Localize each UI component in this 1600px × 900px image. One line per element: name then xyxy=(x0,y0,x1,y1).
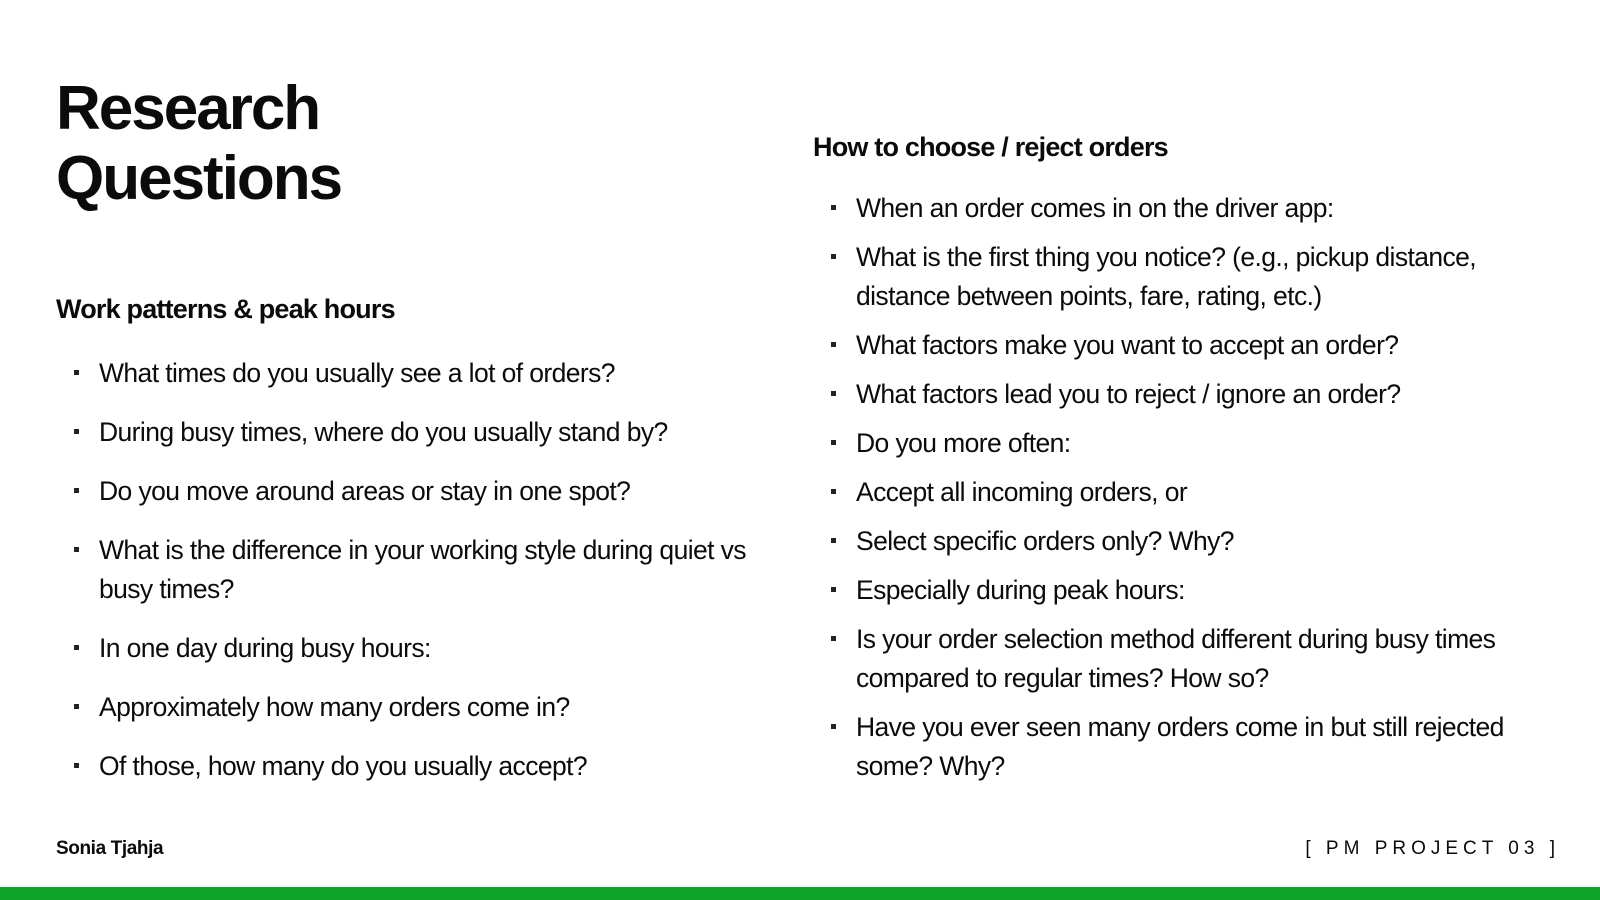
page-title-line-2: Questions xyxy=(56,144,342,213)
bullet-icon xyxy=(74,547,79,552)
list-item xyxy=(813,571,1553,610)
work-patterns-question-list xyxy=(56,354,746,786)
choose-reject-section xyxy=(813,130,1553,796)
list-item xyxy=(56,747,746,786)
bullet-icon xyxy=(831,254,836,259)
list-item xyxy=(813,424,1553,463)
question-text: What is the first thing you notice? (e.g., pickup distance, distance between points, fare, rating, etc.) xyxy=(856,242,1477,311)
question-text: Especially during peak hours: xyxy=(856,575,1185,605)
list-item xyxy=(813,189,1553,228)
work-patterns-heading: Work patterns & peak hours xyxy=(56,294,395,324)
list-item xyxy=(813,326,1553,365)
bullet-icon xyxy=(74,370,79,375)
bullet-icon xyxy=(831,440,836,445)
list-item xyxy=(56,688,746,727)
bullet-icon xyxy=(831,489,836,494)
question-text: Accept all incoming orders, or xyxy=(856,477,1188,507)
question-text: Of those, how many do you usually accept? xyxy=(99,751,588,781)
question-text: What factors make you want to accept an order? xyxy=(856,330,1399,360)
bullet-icon xyxy=(831,391,836,396)
bullet-icon xyxy=(74,645,79,650)
question-text: Is your order selection method different during busy times compared to regular times? How so? xyxy=(856,624,1496,693)
list-item xyxy=(813,620,1553,698)
question-text: What is the difference in your working style during quiet vs busy times? xyxy=(99,535,746,604)
bullet-icon xyxy=(74,488,79,493)
author-name: Sonia Tjahja xyxy=(56,838,164,859)
question-text: During busy times, where do you usually stand by? xyxy=(99,417,668,447)
question-text: Do you more often: xyxy=(856,428,1071,458)
question-text: In one day during busy hours: xyxy=(99,633,431,663)
question-text: Have you ever seen many orders come in but still rejected some? Why? xyxy=(856,712,1504,781)
question-text: What times do you usually see a lot of orders? xyxy=(99,358,615,388)
bullet-icon xyxy=(74,704,79,709)
question-text: Approximately how many orders come in? xyxy=(99,692,570,722)
list-item xyxy=(813,238,1553,316)
bullet-icon xyxy=(831,636,836,641)
page-title xyxy=(56,74,341,214)
list-item xyxy=(56,354,746,393)
page-title-line-1: Research xyxy=(56,74,320,143)
bullet-icon xyxy=(74,763,79,768)
list-item xyxy=(56,531,746,609)
list-item xyxy=(813,522,1553,561)
list-item xyxy=(56,413,746,452)
choose-reject-heading: How to choose / reject orders xyxy=(813,132,1168,162)
question-text: Select specific orders only? Why? xyxy=(856,526,1234,556)
choose-reject-question-list xyxy=(813,189,1553,786)
list-item xyxy=(813,375,1553,414)
work-patterns-section xyxy=(56,292,746,806)
project-label: [ PM PROJECT 03 ] xyxy=(1305,838,1560,859)
accent-bar xyxy=(0,887,1600,900)
bullet-icon xyxy=(831,587,836,592)
list-item xyxy=(813,708,1553,786)
bullet-icon xyxy=(74,429,79,434)
list-item xyxy=(813,473,1553,512)
list-item xyxy=(56,629,746,668)
question-text: What factors lead you to reject / ignore an order? xyxy=(856,379,1401,409)
question-text: When an order comes in on the driver app: xyxy=(856,193,1334,223)
bullet-icon xyxy=(831,538,836,543)
list-item xyxy=(56,472,746,511)
bullet-icon xyxy=(831,342,836,347)
question-text: Do you move around areas or stay in one spot? xyxy=(99,476,631,506)
bullet-icon xyxy=(831,724,836,729)
bullet-icon xyxy=(831,205,836,210)
